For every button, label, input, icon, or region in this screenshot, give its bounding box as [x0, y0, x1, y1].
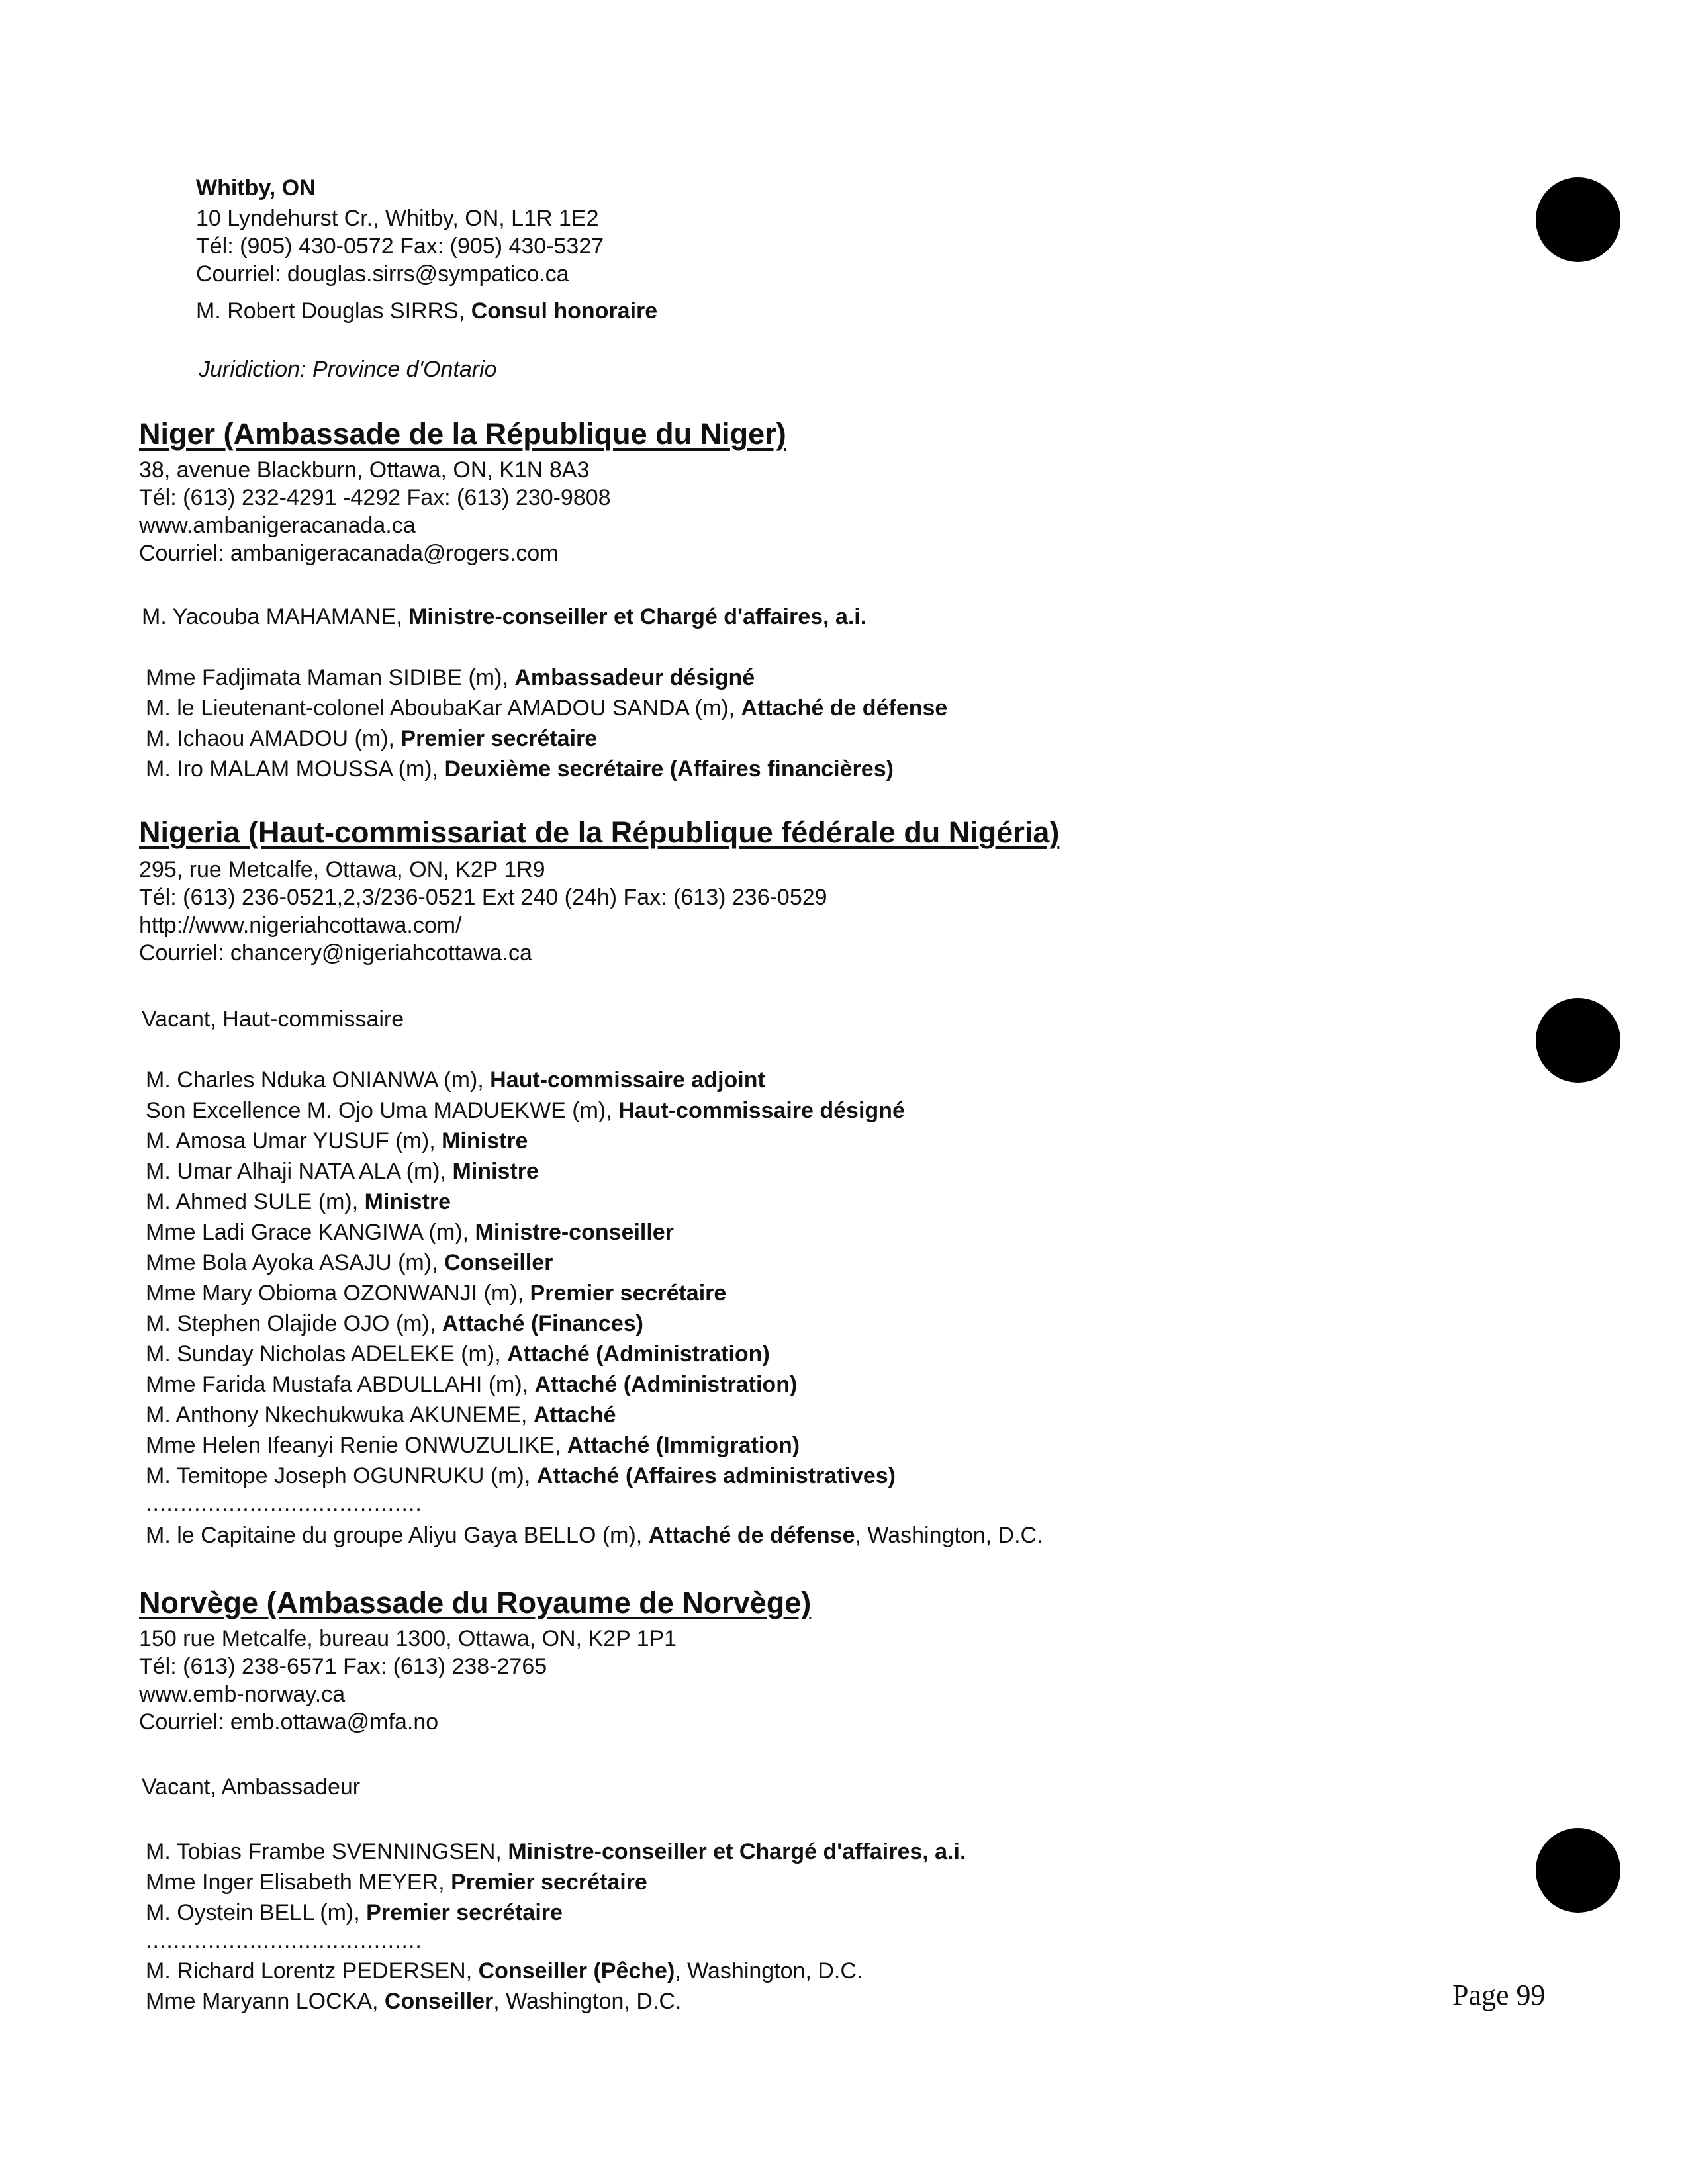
norway-staff-2	[146, 1869, 647, 1895]
person-name: Mme Fadjimata Maman SIDIBE (m),	[146, 665, 515, 690]
niger-staff-2	[146, 695, 947, 721]
norway-tel: Tél: (613) 238-6571 Fax: (613) 238-2765	[139, 1654, 547, 1679]
whitby-title: Whitby, ON	[196, 175, 316, 201]
person-name: M. Amosa Umar YUSUF (m),	[146, 1128, 442, 1154]
person-name: M. Ichaou AMADOU (m),	[146, 726, 401, 751]
niger-staff-4	[146, 756, 894, 782]
nigeria-staff-7	[146, 1250, 553, 1276]
nigeria-web: http://www.nigeriahcottawa.com/	[139, 913, 462, 938]
person-role: Ministre	[442, 1128, 528, 1154]
niger-head	[142, 604, 867, 630]
nigeria-staff-6	[146, 1219, 674, 1246]
person-role: Conseiller	[384, 1989, 494, 2014]
person-location: , Washington, D.C.	[493, 1989, 682, 2014]
person-name: M. Sunday Nicholas ADELEKE (m),	[146, 1342, 508, 1367]
person-location: , Washington, D.C.	[855, 1523, 1043, 1548]
person-name: M. Anthony Nkechukwuka AKUNEME,	[146, 1402, 534, 1428]
person-name: M. Umar Alhaji NATA ALA (m),	[146, 1159, 453, 1184]
whitby-jurisdiction: Juridiction: Province d'Ontario	[199, 357, 497, 382]
niger-staff-1	[146, 664, 755, 691]
person-name: M. Tobias Frambe SVENNINGSEN,	[146, 1839, 508, 1864]
person-name: M. Yacouba MAHAMANE,	[142, 604, 409, 629]
niger-tel: Tél: (613) 232-4291 -4292 Fax: (613) 230-9808	[139, 485, 611, 510]
person-name: M. Ahmed SULE (m),	[146, 1189, 365, 1214]
norway-email: Courriel: emb.ottawa@mfa.no	[139, 1709, 439, 1735]
person-role: Attaché (Affaires administratives)	[536, 1463, 896, 1488]
person-role: Conseiller	[444, 1250, 553, 1275]
nigeria-staff-5	[146, 1189, 451, 1215]
person-role: Premier secrétaire	[451, 1870, 647, 1895]
person-name: Mme Mary Obioma OZONWANJI (m),	[146, 1281, 530, 1306]
nigeria-staff-9	[146, 1310, 643, 1337]
person-role: Ministre	[452, 1159, 539, 1184]
person-name: M. Charles Nduka ONIANWA (m),	[146, 1068, 491, 1093]
nigeria-remote	[146, 1522, 1043, 1549]
norway-web: www.emb-norway.ca	[139, 1682, 346, 1707]
person-name: Mme Inger Elisabeth MEYER,	[146, 1870, 451, 1895]
person-role: Attaché (Administration)	[507, 1342, 770, 1367]
norway-address: 150 rue Metcalfe, bureau 1300, Ottawa, ON, K2P 1P1	[139, 1626, 677, 1651]
person-name: M. Oystein BELL (m),	[146, 1900, 367, 1925]
punch-hole	[1536, 177, 1620, 262]
niger-web: www.ambanigeracanada.ca	[139, 513, 416, 538]
person-role: Consul honoraire	[471, 298, 658, 324]
whitby-consul	[196, 298, 657, 324]
punch-hole	[1536, 998, 1620, 1083]
person-role: Conseiller (Pêche)	[478, 1958, 675, 1983]
punch-hole	[1536, 1828, 1620, 1913]
niger-staff-3	[146, 725, 597, 752]
norway-head: Vacant, Ambassadeur	[142, 1774, 361, 1799]
person-name: M. Stephen Olajide OJO (m),	[146, 1311, 442, 1336]
person-role: Attaché de défense	[741, 696, 948, 721]
person-name: Mme Ladi Grace KANGIWA (m),	[146, 1220, 475, 1245]
norway-remote-1	[146, 1958, 863, 1984]
norway-staff-1	[146, 1839, 966, 1865]
nigeria-staff-14	[146, 1463, 896, 1489]
person-role: Attaché (Immigration)	[567, 1433, 800, 1458]
nigeria-staff-8	[146, 1280, 726, 1306]
person-name: Mme Farida Mustafa ABDULLAHI (m),	[146, 1372, 535, 1397]
person-role: Attaché (Finances)	[442, 1311, 643, 1336]
person-role: Attaché (Administration)	[534, 1372, 798, 1397]
person-role: Premier secrétaire	[400, 726, 598, 751]
nigeria-staff-1	[146, 1067, 765, 1093]
person-role: Ministre-conseiller et Chargé d'affaires, a.i.	[508, 1839, 966, 1864]
nigeria-staff-10	[146, 1341, 770, 1367]
nigeria-tel: Tél: (613) 236-0521,2,3/236-0521 Ext 240 (24h) Fax: (613) 236-0529	[139, 885, 827, 910]
person-location: , Washington, D.C.	[675, 1958, 863, 1983]
nigeria-address: 295, rue Metcalfe, Ottawa, ON, K2P 1R9	[139, 857, 545, 882]
person-role: Ministre-conseiller et Chargé d'affaires, a.i.	[408, 604, 867, 629]
nigeria-staff-12	[146, 1402, 616, 1428]
whitby-address: 10 Lyndehurst Cr., Whitby, ON, L1R 1E2	[196, 206, 599, 231]
person-name: M. Temitope Joseph OGUNRUKU (m),	[146, 1463, 537, 1488]
norway-remote-2	[146, 1988, 681, 2015]
niger-email: Courriel: ambanigeracanada@rogers.com	[139, 541, 559, 566]
person-role: Ambassadeur désigné	[514, 665, 755, 690]
nigeria-staff-13	[146, 1432, 800, 1459]
person-name: Mme Helen Ifeanyi Renie ONWUZULIKE,	[146, 1433, 567, 1458]
person-role: Haut-commissaire désigné	[618, 1098, 905, 1123]
person-name: M. Iro MALAM MOUSSA (m),	[146, 756, 445, 782]
norway-heading: Norvège (Ambassade du Royaume de Norvège)	[139, 1586, 812, 1619]
person-role: Attaché de défense	[648, 1523, 855, 1548]
nigeria-staff-4	[146, 1158, 539, 1185]
nigeria-email: Courriel: chancery@nigeriahcottawa.ca	[139, 940, 532, 966]
person-name: Mme Bola Ayoka ASAJU (m),	[146, 1250, 444, 1275]
person-role: Ministre-conseiller	[475, 1220, 674, 1245]
norway-staff-3	[146, 1899, 563, 1926]
person-role: Ministre	[364, 1189, 451, 1214]
person-role: Attaché	[533, 1402, 616, 1428]
whitby-tel: Tél: (905) 430-0572 Fax: (905) 430-5327	[196, 234, 604, 259]
dotted-separator: ........................................	[146, 1928, 422, 1953]
nigeria-staff-2	[146, 1097, 905, 1124]
nigeria-staff-11	[146, 1371, 797, 1398]
nigeria-heading: Nigeria (Haut-commissariat de la République fédérale du Nigéria)	[139, 815, 1060, 849]
person-role: Premier secrétaire	[366, 1900, 563, 1925]
nigeria-staff-3	[146, 1128, 528, 1154]
person-name: Son Excellence M. Ojo Uma MADUEKWE (m),	[146, 1098, 619, 1123]
person-role: Haut-commissaire adjoint	[490, 1068, 765, 1093]
person-role: Deuxième secrétaire (Affaires financières)	[444, 756, 894, 782]
dotted-separator: ........................................	[146, 1491, 422, 1516]
person-name: M. Richard Lorentz PEDERSEN,	[146, 1958, 479, 1983]
whitby-email: Courriel: douglas.sirrs@sympatico.ca	[196, 261, 569, 287]
nigeria-head: Vacant, Haut-commissaire	[142, 1007, 404, 1032]
niger-heading: Niger (Ambassade de la République du Niger)	[139, 417, 786, 451]
person-role: Premier secrétaire	[530, 1281, 727, 1306]
person-name: M. le Lieutenant-colonel AboubaKar AMADOU SANDA (m),	[146, 696, 741, 721]
niger-address: 38, avenue Blackburn, Ottawa, ON, K1N 8A3	[139, 457, 590, 482]
page-number: Page 99	[1452, 1979, 1546, 2011]
person-name: Mme Maryann LOCKA,	[146, 1989, 385, 2014]
person-name: M. Robert Douglas SIRRS,	[196, 298, 471, 324]
person-name: M. le Capitaine du groupe Aliyu Gaya BELLO (m),	[146, 1523, 649, 1548]
